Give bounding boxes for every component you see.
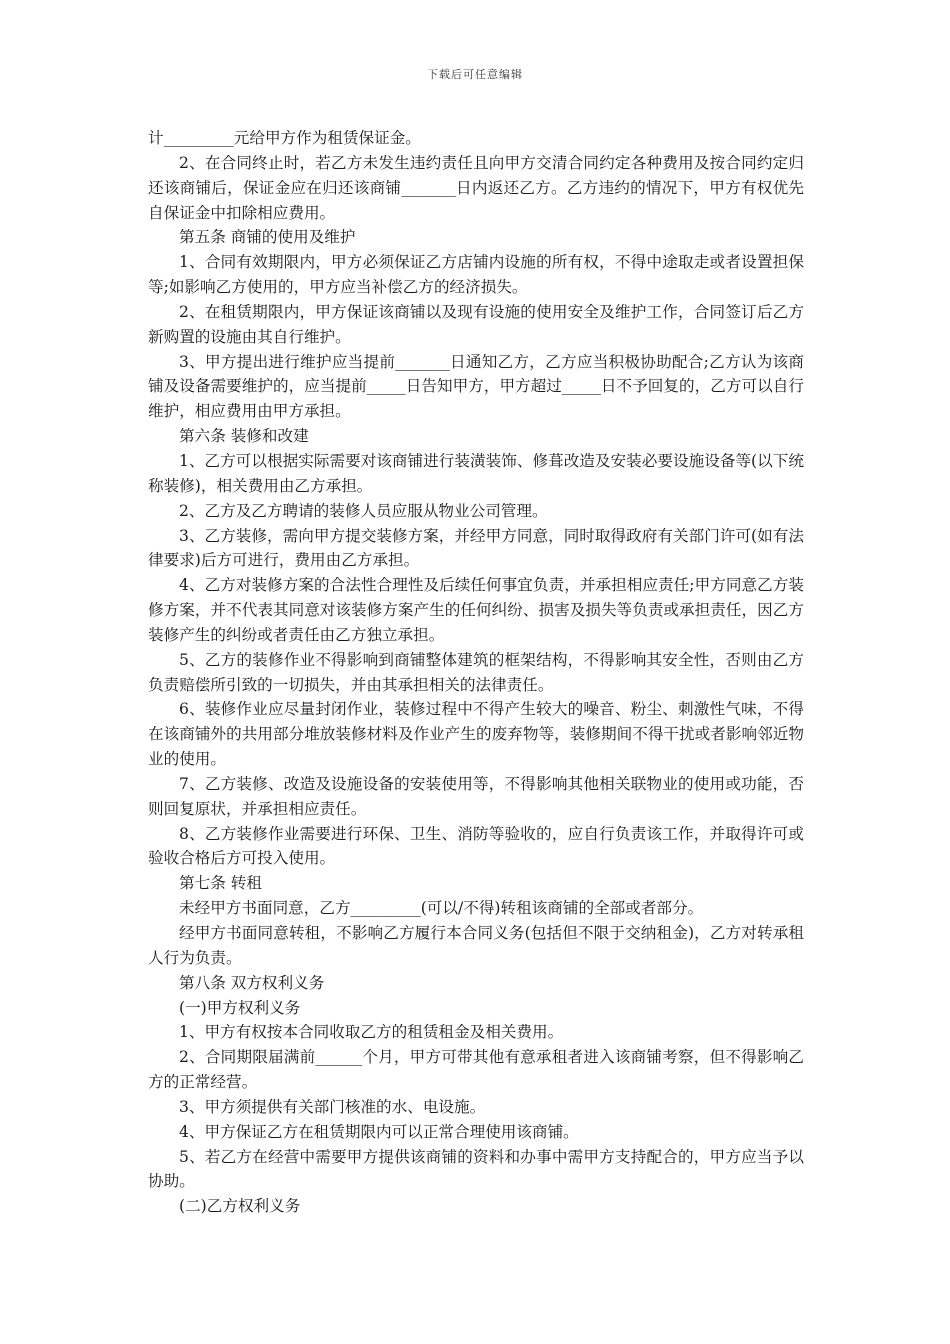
article-5-heading: 第五条 商铺的使用及维护 <box>179 228 356 247</box>
paragraph-8-1-3: 3、甲方须提供有关部门核准的水、电设施。 <box>179 1097 486 1116</box>
paragraph-5-1: 1、合同有效期限内，甲方必须保证乙方店铺内设施的所有权，不得中途取走或者设置担保等;如影响乙方使用的，甲方应当补偿乙方的经济损失。 <box>148 253 804 297</box>
article-8-heading: 第八条 双方权利义务 <box>179 973 325 992</box>
paragraph-7-2: 经甲方书面同意转租，不影响乙方履行本合同义务(包括但不限于交纳租金)，乙方对转承租人行为负责。 <box>148 924 804 967</box>
article-7-heading: 第七条 转租 <box>179 874 262 893</box>
paragraph-deposit-amount: 计_________元给甲方作为租赁保证金。 <box>148 129 421 147</box>
paragraph-8-1-5: 5、若乙方在经营中需要甲方提供该商铺的资料和办事中需甲方支持配合的，甲方应当予以协助。 <box>148 1147 804 1191</box>
section-lessor-heading: (一)甲方权利义务 <box>179 998 301 1017</box>
paragraph-6-4: 4、乙方对装修方案的合法性合理性及后续任何事宜负责，并承担相应责任;甲方同意乙方装修方案，并不代表其同意对该装修方案产生的任何纠纷、损害及损失等负责或承担责任，因乙方装修产生的纠纷或者责任由乙方独立承担。 <box>148 576 804 644</box>
paragraph-7-1: 未经甲方书面同意，乙方_________(可以/不得)转租该商铺的全部或者部分。 <box>179 899 704 918</box>
paragraph-5-2: 2、在租赁期限内，甲方保证该商铺以及现有设施的使用安全及维护工作，合同签订后乙方新购置的设施由其自行维护。 <box>148 302 804 346</box>
paragraph-8-1-4: 4、甲方保证乙方在租赁期限内可以正常合理使用该商铺。 <box>179 1122 579 1141</box>
document-body <box>148 126 804 1219</box>
paragraph-6-1: 1、乙方可以根据实际需要对该商铺进行装潢装饰、修葺改造及安装必要设施设备等(以下统称装修)，相关费用由乙方承担。 <box>148 451 804 495</box>
paragraph-6-2: 2、乙方及乙方聘请的装修人员应服从物业公司管理。 <box>179 501 548 520</box>
page-header: 下载后可任意编辑 <box>427 68 523 81</box>
section-lessee-heading: (二)乙方权利义务 <box>179 1197 301 1216</box>
paragraph-6-8: 8、乙方装修作业需要进行环保、卫生、消防等验收的，应自行负责该工作，并取得许可或验收合格后方可投入使用。 <box>148 824 804 868</box>
paragraph-6-3: 3、乙方装修，需向甲方提交装修方案，并经甲方同意，同时取得政府有关部门许可(如有法律要求)后方可进行，费用由乙方承担。 <box>148 526 804 570</box>
paragraph-8-1-2: 2、合同期限届满前______个月，甲方可带其他有意承租者进入该商铺考察，但不得影响乙方的正常经营。 <box>148 1048 804 1092</box>
article-6-heading: 第六条 装修和改建 <box>179 427 309 446</box>
paragraph-8-1-1: 1、甲方有权按本合同收取乙方的租赁租金及相关费用。 <box>179 1023 564 1042</box>
paragraph-6-7: 7、乙方装修、改造及设施设备的安装使用等，不得影响其他相关联物业的使用或功能，否则回复原状，并承担相应责任。 <box>148 774 804 818</box>
paragraph-5-3: 3、甲方提出进行维护应当提前_______日通知乙方，乙方应当积极协助配合;乙方认为该商铺及设备需要维护的，应当提前_____日告知甲方，甲方超过_____日不予回复的，乙方可以自行维护，相应费用由甲方承担。 <box>148 352 804 421</box>
paragraph-deposit-return: 2、在合同终止时，若乙方未发生违约责任且向甲方交清合同约定各种费用及按合同约定归还该商铺后，保证金应在归还该商铺_______日内返还乙方。乙方违约的情况下，甲方有权优先自保证金中扣除相应费用。 <box>148 153 804 222</box>
paragraph-6-5: 5、乙方的装修作业不得影响到商铺整体建筑的框架结构，不得影响其安全性，否则由乙方负责赔偿所引致的一切损失，并由其承担相关的法律责任。 <box>148 650 804 694</box>
paragraph-6-6: 6、装修作业应尽量封闭作业，装修过程中不得产生较大的噪音、粉尘、刺激性气味，不得在该商铺外的共用部分堆放装修材料及作业产生的废弃物等，装修期间不得干扰或者影响邻近物业的使用。 <box>148 700 804 769</box>
